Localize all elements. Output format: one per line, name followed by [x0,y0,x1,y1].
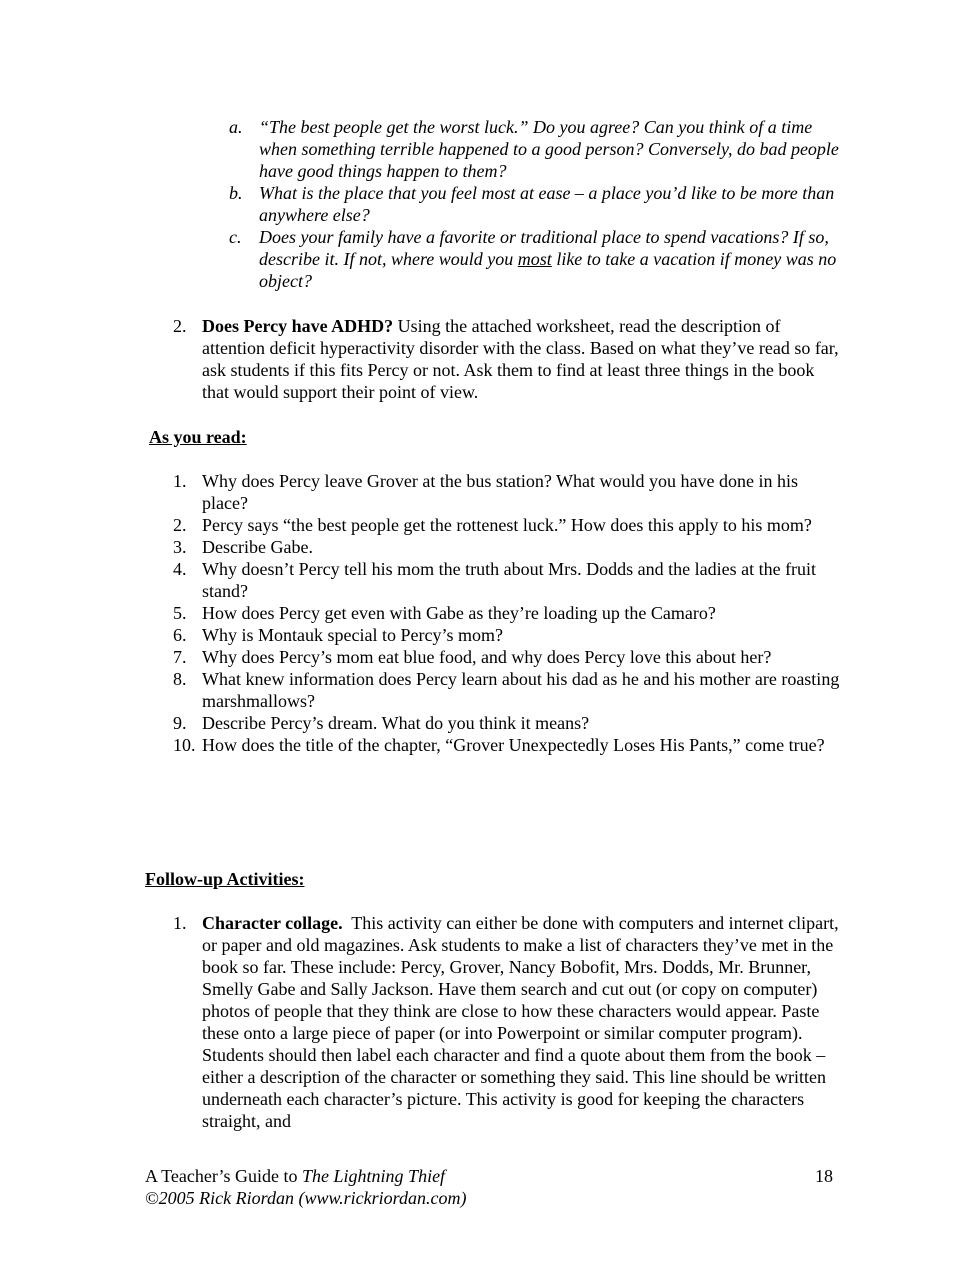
as-you-read-list [173,470,841,756]
list-number: 10. [173,735,196,755]
list-item-text: Why does Percy leave Grover at the bus station? What would you have done in his place? [202,471,799,513]
list-item-text: Why is Montauk special to Percy’s mom? [202,625,503,645]
follow-up-heading: Follow-up Activities: [145,869,305,889]
list-number: 2. [173,316,187,336]
list-item [229,226,849,292]
list-item [173,912,844,1132]
footer-guide-prefix: A Teacher’s Guide to [145,1166,303,1186]
list-item-text: Percy says “the best people get the rottenest luck.” How does this apply to his mom? [202,515,812,535]
list-number: 1. [173,471,187,491]
list-number: 6. [173,625,187,645]
list-number: 9. [173,713,187,733]
list-number: 4. [173,559,187,579]
list-item [173,668,841,712]
list-item [173,734,841,756]
footer-book-title: The Lightning Thief [302,1166,446,1186]
list-item [173,712,841,734]
list-item-text: “The best people get the worst luck.” Do you agree? Can you think of a time when something terrible happened to a good person? Conversely, do bad people have good things happen to them? [259,117,839,181]
page-footer [145,1165,466,1209]
list-item [173,624,841,646]
list-number: 1. [173,913,187,933]
list-number: 8. [173,669,187,689]
list-item-text: How does Percy get even with Gabe as they’re loading up the Camaro? [202,603,716,623]
list-item [173,514,841,536]
list-item [173,646,841,668]
list-item [173,602,841,624]
list-item-text [202,912,844,1132]
text-segment: Does your family have a favorite or traditional place to spend vacations? If so, describe it. If not, where would you [259,227,829,269]
adhd-item [173,315,841,403]
footer-guide-line [145,1165,466,1187]
item-body: Using the attached worksheet, read the description of attention deficit hyperactivity disorder with the class. Based on what they’ve read so far, ask students if this fits Percy or not. Ask them to find at least three things in the book that would support their point of view. [202,316,839,402]
list-item-text: How does the title of the chapter, “Grover Unexpectedly Loses His Pants,” come true? [202,735,825,755]
list-item [229,182,849,226]
list-item-text: Why does Percy’s mom eat blue food, and why does Percy love this about her? [202,647,772,667]
item-heading: Character collage. [202,913,343,933]
list-number: 5. [173,603,187,623]
list-item [229,116,849,182]
item-body: This activity can either be done with computers and internet clipart, or paper and old magazines. Ask students to make a list of characters they’ve met in the book so far. These include: Percy, Grover, Nancy Bobofit, Mrs. Dodds, Mr. Brunner, Smelly Gabe and Sally Jackson. Have them search and cut out (or copy on computer) photos of people that they think are close to how these characters would appear. Paste these onto a large piece of paper (or into Powerpoint or similar computer program). Students should then label each character and find a quote about them from the book – either a description of the character or something they said. This line should be written underneath each character’s picture. This activity is good for keeping the characters straight, and [202,913,844,1131]
page-number: 18 [815,1166,833,1186]
list-item [173,536,841,558]
list-marker: a. [229,117,243,137]
list-item [173,558,841,602]
as-you-read-heading: As you read: [149,427,247,447]
list-number: 2. [173,515,187,535]
list-item-text: Describe Percy’s dream. What do you think it means? [202,713,590,733]
list-item-text [202,315,841,403]
list-item-text: What is the place that you feel most at ease – a place you’d like to be more than anywhere else? [259,183,835,225]
item-heading: Does Percy have ADHD? [202,316,394,336]
list-item-text: Describe Gabe. [202,537,313,557]
list-marker: b. [229,183,243,203]
footer-copyright: ©2005 Rick Riordan (www.rickriordan.com) [145,1188,467,1208]
list-item-text: Why doesn’t Percy tell his mom the truth about Mrs. Dodds and the ladies at the fruit stand? [202,559,817,601]
text-segment: like to take a vacation if money was no object? [259,249,837,291]
list-marker: c. [229,227,242,247]
list-item-text: What knew information does Percy learn about his dad as he and his mother are roasting marshmallows? [202,669,840,711]
list-number: 3. [173,537,187,557]
list-item-text [259,226,849,292]
list-number: 7. [173,647,187,667]
underlined-word: most [517,249,552,269]
follow-up-list [173,912,844,1132]
list-item [173,470,841,514]
discussion-questions-list [229,116,849,292]
